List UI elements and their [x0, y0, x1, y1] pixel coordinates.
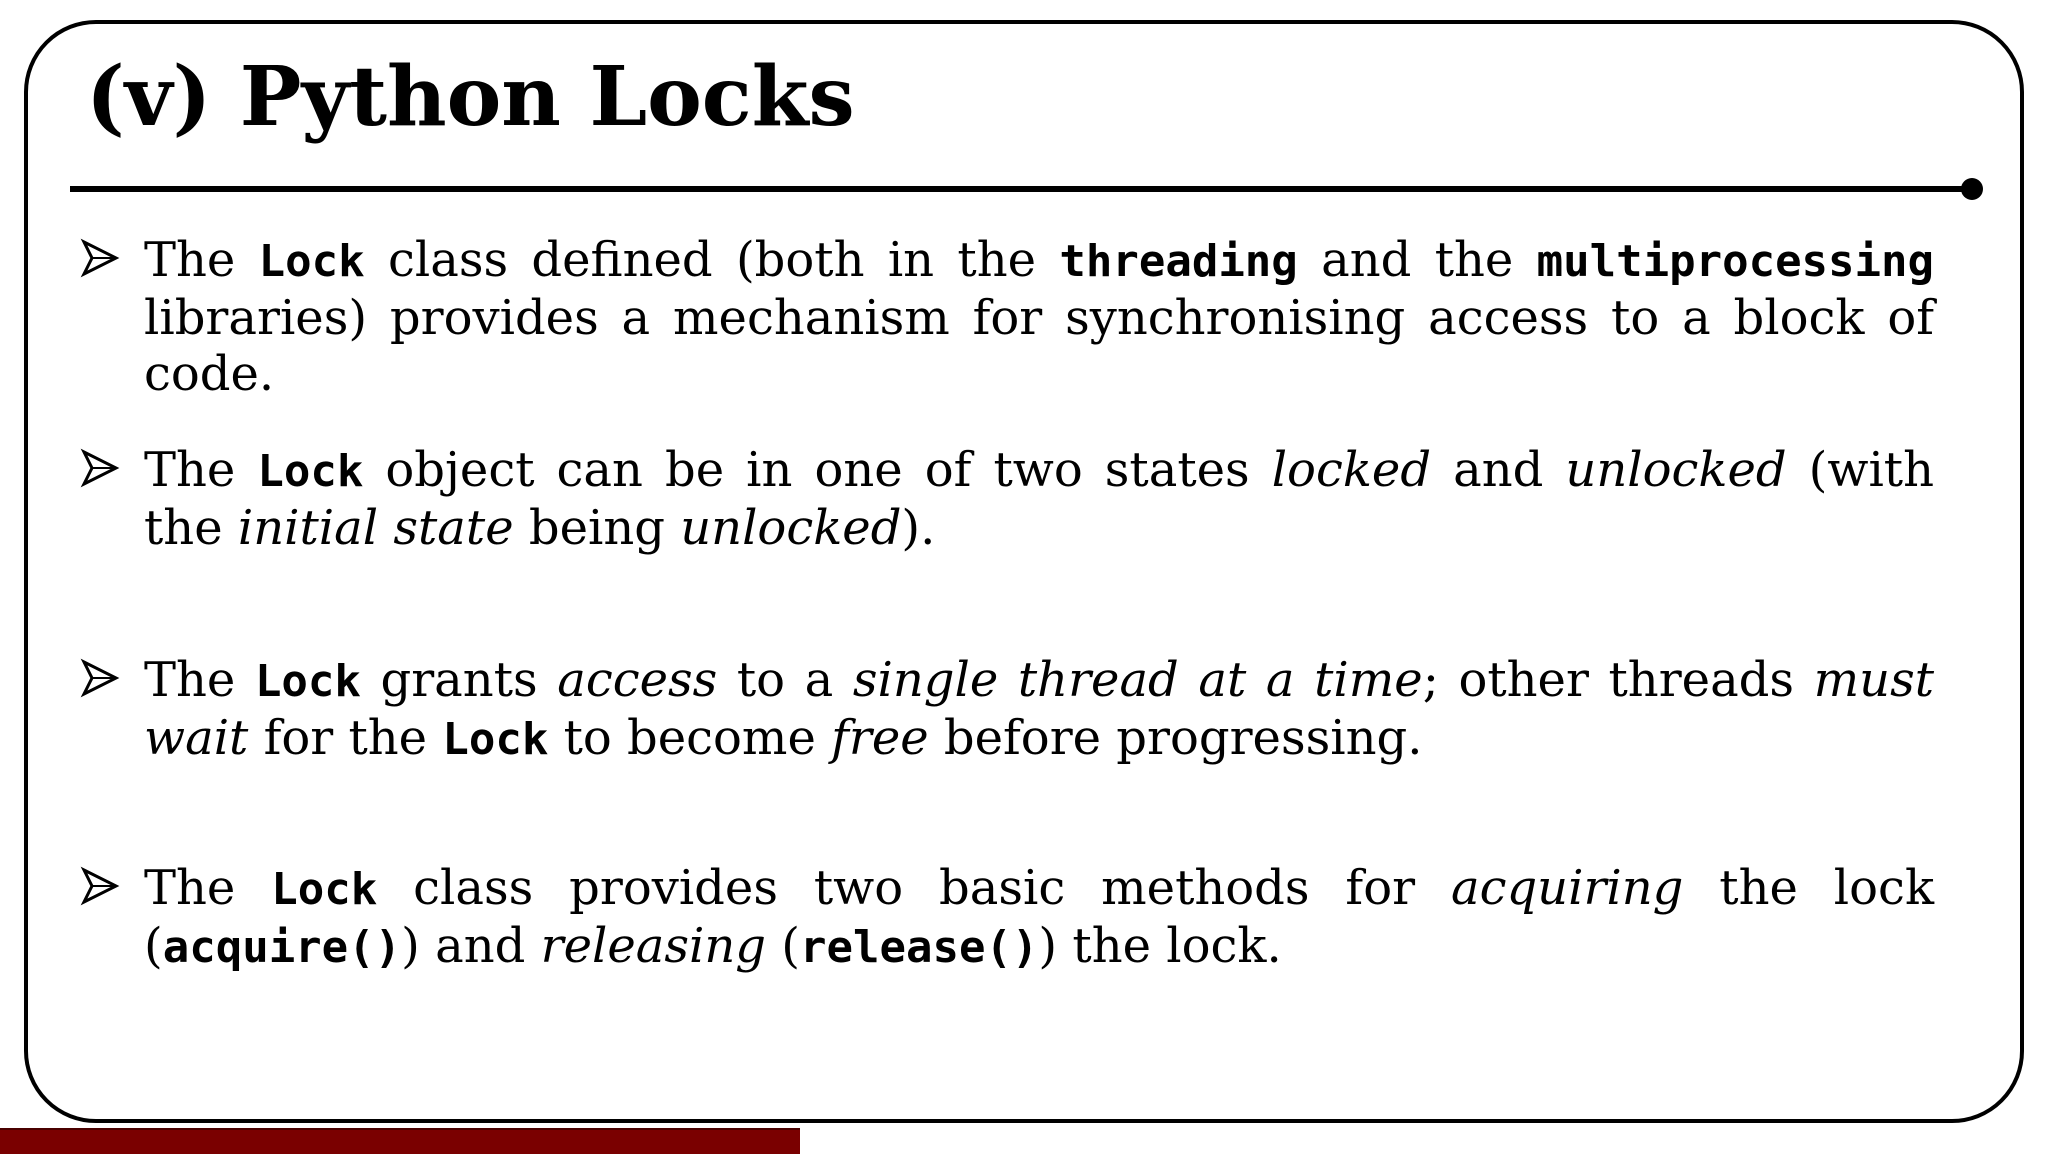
- code-term: threading: [1059, 236, 1298, 287]
- code-term: release(): [800, 922, 1039, 973]
- emphasis-text: must wait: [144, 652, 1935, 766]
- emphasis-text: releasing: [540, 918, 767, 974]
- bullet-text: [144, 860, 1934, 976]
- divider-end-dot: [1961, 178, 1983, 200]
- arrowhead-bullet-icon: [80, 448, 120, 488]
- body-text: grants: [360, 652, 558, 708]
- body-text: and the: [1297, 232, 1537, 288]
- body-text: to a: [717, 652, 853, 708]
- code-term: Lock: [442, 714, 549, 765]
- body-text: object can be in one of two states: [363, 442, 1272, 498]
- body-text: the lock (: [144, 860, 1935, 974]
- code-term: Lock: [258, 236, 365, 287]
- body-text: The: [144, 442, 258, 498]
- bullet-item: [80, 860, 1940, 976]
- body-text: and: [1431, 442, 1566, 498]
- body-text: class provides two basic methods for: [377, 860, 1451, 916]
- arrowhead-bullet-icon: [80, 658, 120, 698]
- body-text: ; other threads: [1422, 652, 1814, 708]
- body-text: libraries) provides a mechanism for synchronising access to a block of code.: [144, 290, 1934, 402]
- body-text: being: [513, 500, 681, 556]
- body-text: ) the lock.: [1038, 918, 1282, 974]
- body-text: ).: [901, 500, 936, 556]
- bullet-item: [80, 652, 1940, 768]
- code-term: acquire(): [162, 922, 402, 973]
- emphasis-text: acquiring: [1450, 860, 1684, 916]
- code-term: multiprocessing: [1536, 236, 1935, 287]
- code-term: Lock: [271, 864, 378, 915]
- body-text: The: [144, 652, 255, 708]
- emphasis-text: initial state: [237, 500, 514, 556]
- code-term: Lock: [257, 446, 364, 497]
- emphasis-text: free: [831, 710, 929, 766]
- bullet-item: [80, 232, 1940, 402]
- title-divider: [70, 186, 1972, 192]
- emphasis-text: unlocked: [1565, 442, 1787, 498]
- body-text: for the: [248, 710, 443, 766]
- emphasis-text: unlocked: [680, 500, 902, 556]
- body-text: ) and: [401, 918, 541, 974]
- slide-title: (v) Python Locks: [86, 49, 855, 145]
- body-text: (: [766, 918, 800, 974]
- bullet-text: [144, 232, 1934, 402]
- body-text: The: [144, 860, 272, 916]
- body-text: before progressing.: [928, 710, 1423, 766]
- body-text: to become: [548, 710, 832, 766]
- emphasis-text: access: [557, 652, 718, 708]
- emphasis-text: single thread at a time: [852, 652, 1423, 708]
- bullet-text: [144, 442, 1934, 556]
- emphasis-text: locked: [1271, 442, 1432, 498]
- body-text: The: [144, 232, 259, 288]
- body-text: (with the: [144, 442, 1935, 556]
- footer-accent-bar: [0, 1128, 800, 1154]
- arrowhead-bullet-icon: [80, 238, 120, 278]
- arrowhead-bullet-icon: [80, 866, 120, 906]
- code-term: Lock: [254, 656, 361, 707]
- body-text: class defined (both in the: [364, 232, 1060, 288]
- bullet-item: [80, 442, 1940, 556]
- bullet-text: [144, 652, 1934, 768]
